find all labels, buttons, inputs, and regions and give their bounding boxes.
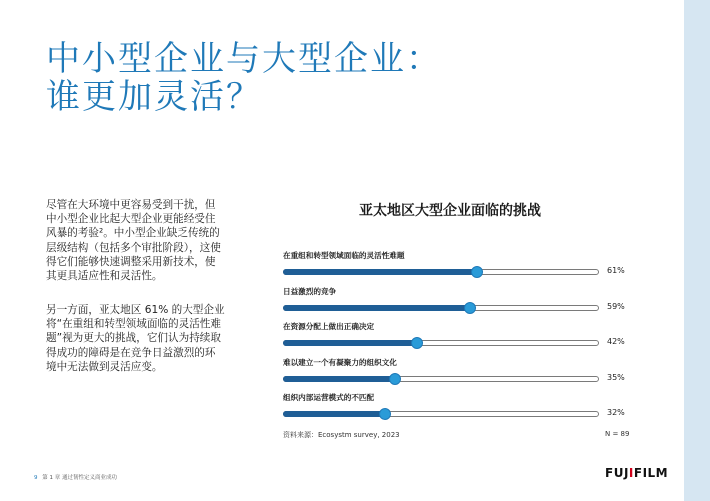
logo-suffix: FILM — [633, 466, 669, 480]
bar-label: 在重组和转型领域面临的灵活性难题 — [283, 251, 405, 260]
body-paragraph-1: 尽管在大环境中更容易受到干扰，但中小型企业比起大型企业更能经受住风暴的考验²。中小型企业缺乏传统的层级结构（包括多个审批阶段），这使得它们能够快速调整采用新技术，使其更具适应性和灵活性。 — [46, 199, 221, 283]
bar-label: 难以建立一个有凝聚力的组织文化 — [283, 357, 397, 367]
sample-size: N = 89 — [605, 430, 630, 438]
bar — [283, 305, 469, 311]
bar-label: 日益激烈的竞争 — [283, 286, 337, 296]
chart-source: 资料来源：Ecosystm survey, 2023 — [283, 431, 400, 439]
bar-label: 在资源分配上做出正确决定 — [283, 322, 375, 331]
side-strip — [684, 0, 710, 501]
bar-track — [283, 376, 599, 382]
page-title — [46, 40, 466, 116]
bar-track — [283, 305, 599, 311]
bar-track — [283, 269, 599, 275]
bar-track — [283, 411, 599, 417]
bar-row — [283, 286, 628, 320]
chapter-label: 第 1 章 通过韧性定义商业成功 — [42, 475, 117, 481]
page-title-line2: 谁更加灵活？ — [46, 77, 262, 117]
bar-value-label: 59% — [607, 301, 625, 311]
bar-endpoint-marker — [464, 302, 476, 314]
bar-endpoint-marker — [471, 266, 483, 278]
bar — [283, 376, 394, 382]
bar-endpoint-marker — [389, 373, 401, 385]
bar-value-label: 32% — [607, 408, 625, 417]
page-title-line1: 中小型企业与大型企业： — [46, 39, 442, 79]
bar-endpoint-marker — [379, 408, 391, 420]
bar-label: 组织内部运营模式的不匹配 — [283, 393, 375, 402]
page-number: 9 — [34, 475, 38, 481]
bar — [283, 411, 384, 417]
logo-accent: I — [628, 466, 634, 480]
logo-prefix: FUJ — [605, 466, 629, 480]
fujifilm-logo — [605, 466, 668, 480]
bar-endpoint-marker — [411, 337, 423, 349]
footer — [34, 473, 117, 481]
bar-value-label: 35% — [607, 372, 625, 382]
bar-track — [283, 340, 599, 346]
bar-row — [283, 392, 628, 426]
bar-row — [283, 250, 628, 284]
body-paragraph-2: 另一方面，亚太地区 61% 的大型企业将“在重组和转型领域面临的灵活性难题”视为更大的挑战，它们认为持续取得成功的障碍是在竞争日益激烈的环境中无法做到灵活应变。 — [46, 304, 225, 373]
bar-row — [283, 321, 628, 355]
chart-title: 亚太地区大型企业面临的挑战 — [359, 203, 541, 219]
bar-value-label: 42% — [607, 337, 625, 346]
bar-value-label: 61% — [607, 266, 625, 275]
bar-row — [283, 357, 628, 391]
bar — [283, 340, 416, 346]
bar-chart — [283, 250, 628, 425]
bar — [283, 269, 476, 275]
